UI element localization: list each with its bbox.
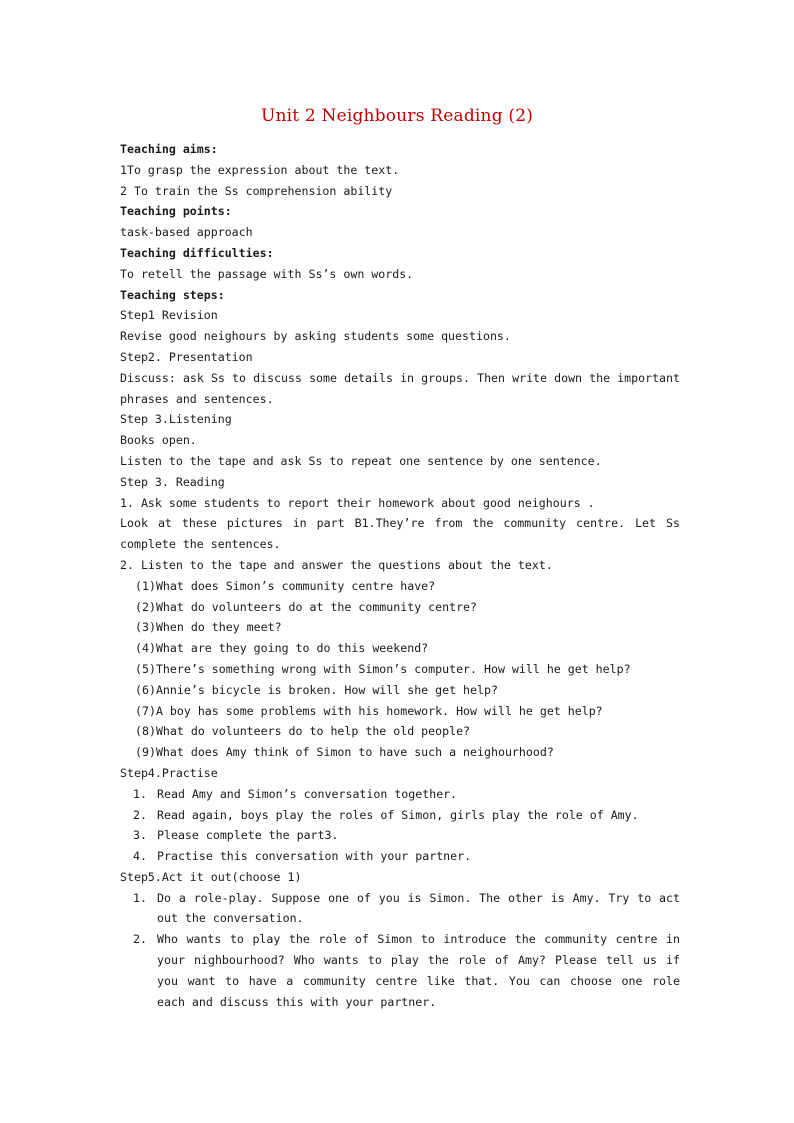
- question-7: (7)A boy has some problems with his homework. How will he get help?: [135, 703, 603, 718]
- step4-item-2-number: 2.: [133, 807, 147, 822]
- points-heading: Teaching points:: [120, 204, 232, 219]
- step4-item-1-number: 1.: [133, 786, 147, 801]
- step4-item-4: [120, 846, 680, 867]
- step5-item-2: [120, 929, 680, 1012]
- step4-item-2: [120, 805, 680, 826]
- step4-item-4-number: 4.: [133, 849, 147, 864]
- question-5: (5)There’s something wrong with Simon’s computer. How will he get help?: [135, 661, 631, 676]
- question-3: (3)When do they meet?: [135, 620, 282, 635]
- question-9: (9)What does Amy think of Simon to have such a neighourhood?: [135, 745, 554, 760]
- question-2: (2)What do volunteers do at the community centre?: [135, 599, 478, 614]
- step4-heading: Step4.Practise: [120, 765, 218, 780]
- step1-text: Revise good neighours by asking students some questions.: [120, 329, 511, 344]
- step3-listening-line-1: Books open.: [120, 433, 197, 448]
- question-4: (4)What are they going to do this weekend?: [135, 641, 429, 656]
- step2-heading: Step2. Presentation: [120, 349, 253, 364]
- step3-listening-line-2: Listen to the tape and ask Ss to repeat one sentence by one sentence.: [120, 453, 602, 468]
- step4-item-4-text: Practise this conversation with your partner.: [157, 849, 472, 864]
- step4-item-3-number: 3.: [133, 828, 147, 843]
- step3-reading-heading: Step 3. Reading: [120, 474, 225, 489]
- difficulties-heading: Teaching difficulties:: [120, 245, 274, 260]
- step1-heading: Step1 Revision: [120, 308, 218, 323]
- step4-item-3: [120, 825, 680, 846]
- step4-item-1-text: Read Amy and Simon’s conversation together.: [157, 786, 458, 801]
- document-body: [120, 139, 680, 1012]
- step2-text: Discuss: ask Ss to discuss some details in groups. Then write down the important phrases and sentences.: [120, 370, 680, 406]
- question-1: (1)What does Simon’s community centre have?: [135, 578, 436, 593]
- aims-heading: Teaching aims:: [120, 142, 218, 156]
- step3-reading-item-1-text: Look at these pictures in part B1.They’re from the community centre. Let Ss complete the sentences.: [120, 516, 680, 552]
- step5-item-2-text: Who wants to play the role of Simon to introduce the community centre in your nighbourhood? Who wants to play the role of Amy? Please tell us if you want to have a community centre like that. You can choose one role each and discuss this with your partner.: [157, 932, 680, 1009]
- steps-heading: Teaching steps:: [120, 287, 225, 302]
- aim-2: 2 To train the Ss comprehension ability: [120, 183, 393, 198]
- step5-item-1: [120, 888, 680, 930]
- question-8: (8)What do volunteers do to help the old people?: [135, 724, 471, 739]
- step4-item-3-text: Please complete the part3.: [157, 828, 339, 843]
- step5-item-1-text: Do a role-play. Suppose one of you is Simon. The other is Amy. Try to act out the conversation.: [157, 890, 680, 926]
- step5-item-1-number: 1.: [133, 890, 147, 905]
- step4-item-1: [120, 784, 680, 805]
- difficulties-text: To retell the passage with Ss’s own words.: [120, 266, 414, 281]
- step3-listening-heading: Step 3.Listening: [120, 412, 232, 427]
- aim-1: 1To grasp the expression about the text.: [120, 162, 400, 177]
- question-6: (6)Annie’s bicycle is broken. How will she get help?: [135, 682, 498, 697]
- points-text: task-based approach: [120, 225, 253, 240]
- document-title: Unit 2 Neighbours Reading (2): [260, 106, 534, 126]
- step5-item-2-number: 2.: [133, 932, 147, 947]
- step3-reading-item-1: 1. Ask some students to report their homework about good neighours .: [120, 495, 595, 510]
- step4-item-2-text: Read again, boys play the roles of Simon, girls play the role of Amy.: [157, 807, 639, 822]
- step3-reading-item-2: 2. Listen to the tape and answer the questions about the text.: [120, 557, 553, 572]
- step5-heading: Step5.Act it out(choose 1): [120, 869, 302, 884]
